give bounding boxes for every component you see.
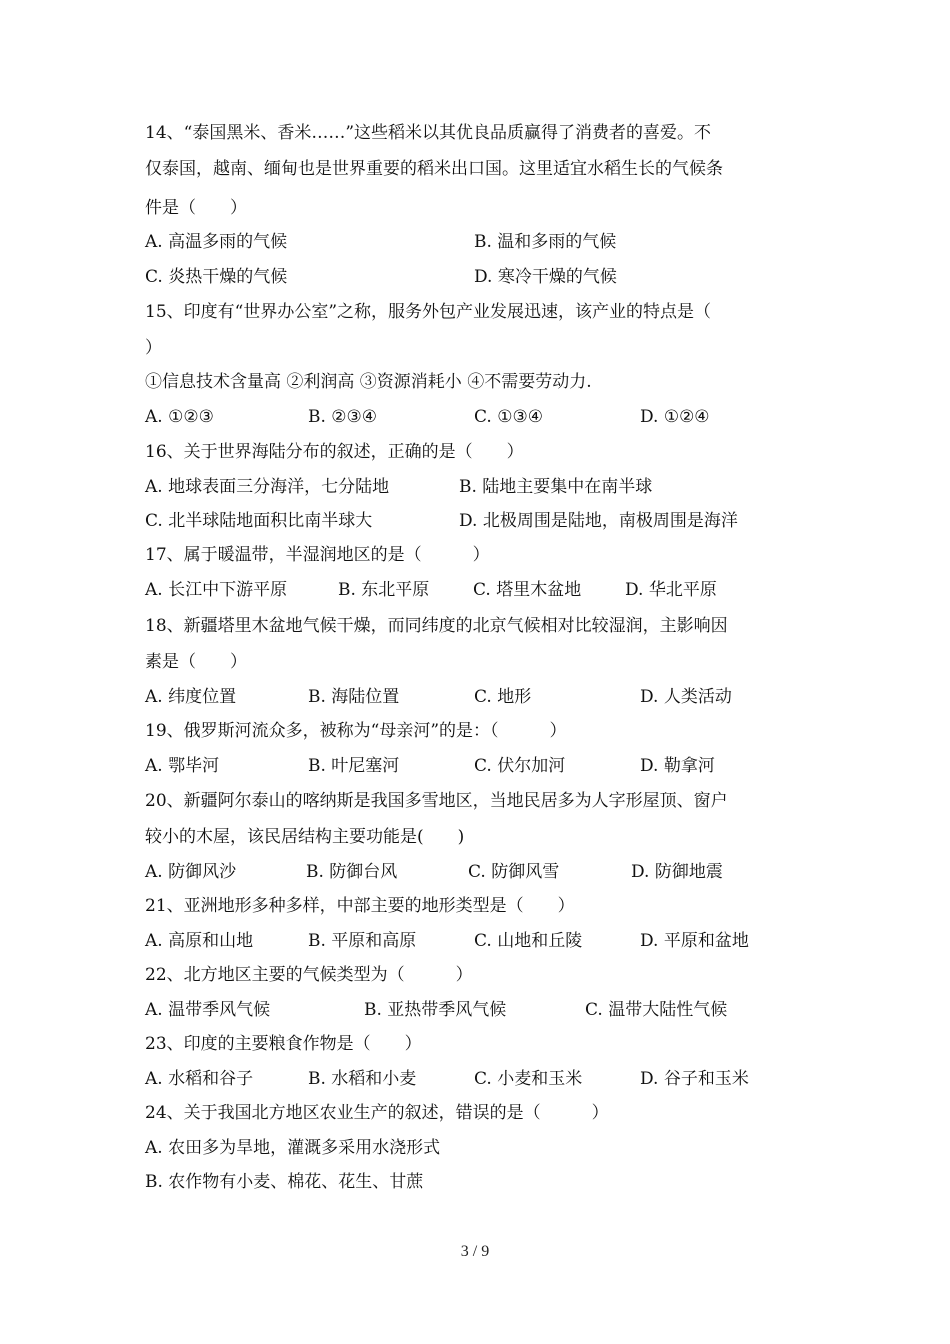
question-20-option-a: A. 防御风沙 [145, 862, 237, 882]
question-14-stem-line-1: 14、“泰国黑米、香米……”这些稻米以其优良品质赢得了消费者的喜爱。不 [145, 123, 712, 143]
question-20-option-c: C. 防御风雪 [468, 862, 560, 882]
question-17-option-b: B. 东北平原 [338, 580, 430, 600]
question-24-option-b: B. 农作物有小麦、棉花、花生、甘蔗 [145, 1172, 424, 1192]
question-17-option-d: D. 华北平原 [625, 580, 717, 600]
question-21-option-a: A. 高原和山地 [145, 931, 254, 951]
question-20-option-d: D. 防御地震 [631, 862, 723, 882]
question-15-stem-line-2: ） [145, 338, 162, 358]
question-15-option-b: B. ②③④ [308, 407, 378, 427]
question-21-option-c: C. 山地和丘陵 [474, 931, 583, 951]
question-23-option-d: D. 谷子和玉米 [640, 1069, 749, 1089]
question-23-option-b: B. 水稻和小麦 [308, 1069, 417, 1089]
question-18-stem-line-2: 素是（ ） [145, 652, 247, 672]
question-19-option-d: D. 勒拿河 [640, 756, 715, 776]
question-17-stem: 17、属于暖温带，半湿润地区的是（ ） [145, 545, 490, 565]
question-22-stem: 22、北方地区主要的气候类型为（ ） [145, 965, 473, 985]
question-19-option-c: C. 伏尔加河 [474, 756, 566, 776]
question-16-option-a: A. 地球表面三分海洋，七分陆地 [145, 477, 390, 497]
question-18-option-d: D. 人类活动 [640, 687, 732, 707]
question-14-option-d: D. 寒冷干燥的气候 [474, 267, 617, 287]
question-19-option-a: A. 鄂毕河 [145, 756, 220, 776]
question-21-option-b: B. 平原和高原 [308, 931, 417, 951]
question-16-option-b: B. 陆地主要集中在南半球 [459, 477, 653, 497]
question-20-stem-line-2: 较小的木屋，该民居结构主要功能是( ) [145, 827, 465, 847]
question-15-option-d: D. ①②④ [640, 407, 710, 427]
question-14-option-c: C. 炎热干燥的气候 [145, 267, 288, 287]
question-22-option-c: C. 温带大陆性气候 [585, 1000, 728, 1020]
question-15-option-a: A. ①②③ [145, 407, 214, 427]
question-21-option-d: D. 平原和盆地 [640, 931, 749, 951]
question-18-option-b: B. 海陆位置 [308, 687, 400, 707]
page-number: 3 / 9 [460, 1243, 490, 1260]
question-19-stem: 19、俄罗斯河流众多，被称为“母亲河”的是：（ ） [145, 721, 567, 741]
question-20-option-b: B. 防御台风 [306, 862, 398, 882]
question-23-option-a: A. 水稻和谷子 [145, 1069, 254, 1089]
question-22-option-b: B. 亚热带季风气候 [364, 1000, 507, 1020]
question-20-stem-line-1: 20、新疆阿尔泰山的喀纳斯是我国多雪地区，当地民居多为人字形屋顶、窗户 [145, 791, 728, 811]
question-14-stem-line-3: 件是（ ） [145, 198, 247, 218]
question-18-stem-line-1: 18、新疆塔里木盆地气候干燥，而同纬度的北京气候相对比较湿润，主影响因 [145, 616, 728, 636]
question-14-option-a: A. 高温多雨的气候 [145, 232, 288, 252]
question-18-option-a: A. 纬度位置 [145, 687, 237, 707]
question-15-option-c: C. ①③④ [474, 407, 543, 427]
question-23-stem: 23、印度的主要粮食作物是（ ） [145, 1034, 422, 1054]
question-21-stem: 21、亚洲地形多种多样，中部主要的地形类型是（ ） [145, 896, 575, 916]
question-22-option-a: A. 温带季风气候 [145, 1000, 271, 1020]
question-23-option-c: C. 小麦和玉米 [474, 1069, 583, 1089]
question-17-option-a: A. 长江中下游平原 [145, 580, 288, 600]
question-24-option-a: A. 农田多为旱地，灌溉多采用水浇形式 [145, 1138, 441, 1158]
question-16-option-d: D. 北极周围是陆地，南极周围是海洋 [459, 511, 738, 531]
question-16-option-c: C. 北半球陆地面积比南半球大 [145, 511, 373, 531]
question-19-option-b: B. 叶尼塞河 [308, 756, 400, 776]
question-17-option-c: C. 塔里木盆地 [473, 580, 582, 600]
question-14-option-b: B. 温和多雨的气候 [474, 232, 617, 252]
question-15-statements: ①信息技术含量高 ②利润高 ③资源消耗小 ④不需要劳动力. [145, 372, 592, 392]
question-14-stem-line-2: 仅泰国，越南、缅甸也是世界重要的稻米出口国。这里适宜水稻生长的气候条 [145, 159, 723, 179]
question-15-stem-line-1: 15、印度有“世界办公室”之称，服务外包产业发展迅速，该产业的特点是（ [145, 302, 712, 322]
question-24-stem: 24、关于我国北方地区农业生产的叙述，错误的是（ ） [145, 1103, 609, 1123]
question-16-stem: 16、关于世界海陆分布的叙述，正确的是（ ） [145, 442, 524, 462]
question-18-option-c: C. 地形 [474, 687, 532, 707]
